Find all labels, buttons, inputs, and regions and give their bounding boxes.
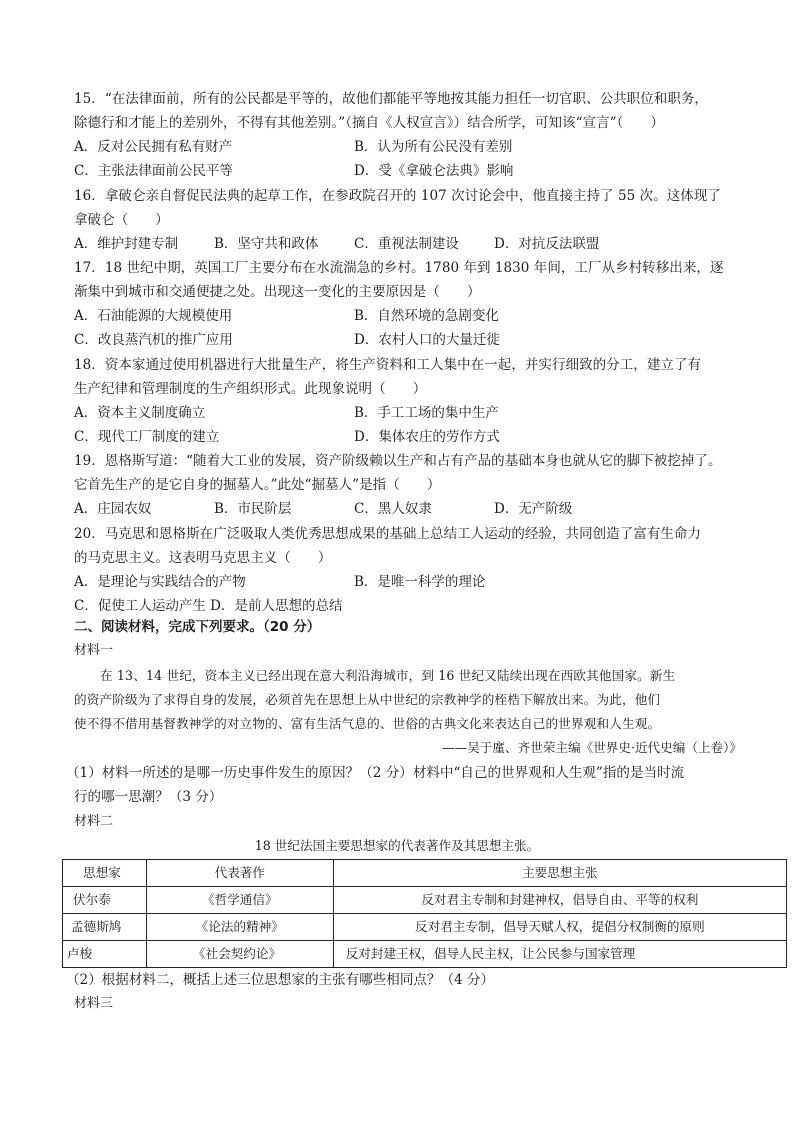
material-1-line-2: 的资产阶级为了求得自身的发展，必须首先在思想上从中世纪的宗教神学的桎梏下解放出来。为此，他们 [74, 692, 661, 707]
question-20-line-1: 20．马克思和恩格斯在广泛吸取人类优秀思想成果的基础上总结工人运动的经验，共同创造了富有生命力 [74, 526, 702, 542]
material-3-label: 材料三 [74, 996, 114, 1011]
table-row [63, 914, 787, 941]
question-18-line-2: 生产纪律和管理制度的生产组织形式。此现象说明（ ） [74, 381, 427, 397]
material-2-label: 材料二 [74, 814, 114, 829]
header-ideas: 主要思想主张 [333, 860, 786, 887]
question-15-option-a: A．反对公民拥有私有财产 [74, 139, 233, 155]
material-1-label: 材料一 [74, 643, 114, 658]
question-19-option-a: A．庄园农奴 [74, 501, 152, 517]
material-1-line-1: 在 13、14 世纪，资本主义已经出现在意大利沿海城市，到 16 世纪又陆续出现在西欧其他国家。新生 [100, 668, 676, 683]
table-caption: 18 世纪法国主要思想家的代表著作及其思想主张。 [254, 838, 540, 853]
material-1-question-line-2: 行的哪一思潮？（3 分） [74, 789, 223, 805]
question-20-line-2: 的马克思主义。这表明马克思主义（ ） [74, 550, 332, 566]
question-18-option-b: B．手工工场的集中生产 [354, 405, 499, 421]
material-1-source: ——吴于廑、齐世荣主编《世界史·近代史编（上卷）》 [442, 740, 742, 755]
question-18-option-c: C．现代工厂制度的建立 [74, 429, 220, 445]
question-20-option-b: B．是唯一科学的理论 [354, 574, 486, 590]
question-19-line-2: 它首先生产的是它自身的掘墓人。”此处“掘墓人”是指（ ） [74, 477, 441, 493]
header-works: 代表著作 [146, 860, 333, 887]
cell-thinker: 孟德斯鸠 [63, 914, 147, 941]
question-18-line-1: 18．资本家通过使用机器进行大批量生产，将生产资料和工人集中在一起，并实行细致的分工，建立了有 [74, 357, 702, 373]
cell-work: 《论法的精神》 [146, 914, 333, 941]
cell-idea: 反对君主专制和封建神权，倡导自由、平等的权利 [333, 887, 786, 914]
question-19-option-d: D．无产阶级 [494, 501, 573, 517]
question-17-option-d: D．农村人口的大量迁徙 [354, 332, 500, 348]
cell-work: 《社会契约论》 [146, 941, 333, 968]
question-17-line-1: 17．18 世纪中期，英国工厂主要分布在水流湍急的乡村。1780 年到 1830 年间，工厂从乡村转移出来，逐 [74, 260, 724, 276]
question-16-option-a: A．维护封建专制 [74, 236, 179, 252]
section-two-title: 二、阅读材料，完成下列要求。（20 分） [74, 619, 321, 635]
question-15-option-c: C．主张法律面前公民平等 [74, 163, 233, 179]
question-16-option-c: C．重视法制建设 [354, 236, 459, 252]
table-row [63, 941, 787, 968]
material-2-question: （2）根据材料二，概括上述三位思想家的主张有哪些相同点？（4 分） [66, 972, 495, 988]
question-15-line-1: 15．“在法律面前，所有的公民都是平等的，故他们都能平等地按其能力担任一切官职、公共职位和职务， [74, 91, 708, 107]
question-17-option-b: B．自然环境的急剧变化 [354, 308, 499, 324]
question-15-option-b: B．认为所有公民没有差别 [354, 139, 513, 155]
question-19-line-1: 19．恩格斯写道：“随着大工业的发展，资产阶级赖以生产和占有产品的基础本身也就从它的脚下被挖掉了。 [74, 453, 722, 469]
header-thinker: 思想家 [63, 860, 147, 887]
question-15-line-2: 除德行和才能上的差别外，不得有其他差别。”（摘自《人权宣言》）结合所学，可知该“宣言”（ ） [74, 115, 665, 131]
cell-thinker: 伏尔泰 [63, 887, 147, 914]
table-header-row [63, 860, 787, 887]
question-16-option-d: D．对抗反法联盟 [494, 236, 600, 252]
question-15-option-d: D．受《拿破仑法典》影响 [354, 163, 514, 179]
cell-idea: 反对君主专制，倡导天赋人权，提倡分权制衡的原则 [333, 914, 786, 941]
material-1-line-3: 使不得不借用基督教神学的对立物的、富有生活气息的、世俗的古典文化来表达自己的世界观和人生观。 [74, 716, 661, 731]
thinkers-table [62, 859, 787, 968]
question-16-line-2: 拿破仑（ ） [74, 212, 169, 228]
question-17-line-2: 渐集中到城市和交通便捷之处。出现这一变化的主要原因是（ ） [74, 284, 481, 300]
cell-thinker: 卢梭 [63, 941, 147, 968]
cell-idea: 反对封建王权，倡导人民主权，让公民参与国家管理 [333, 941, 786, 968]
question-17-option-a: A．石油能源的大规模使用 [74, 308, 233, 324]
material-1-question-line-1: （1）材料一所述的是哪一历史事件发生的原因？（2 分）材料中“自己的世界观和人生观”指的是当时流 [66, 765, 685, 781]
table-row [63, 887, 787, 914]
question-19-option-c: C．黑人奴隶 [354, 501, 432, 517]
question-17-option-c: C．改良蒸汽机的推广应用 [74, 332, 233, 348]
question-18-option-d: D．集体农庄的劳作方式 [354, 429, 500, 445]
question-18-option-a: A．资本主义制度确立 [74, 405, 206, 421]
question-19-option-b: B．市民阶层 [214, 501, 292, 517]
question-16-line-1: 16．拿破仑亲自督促民法典的起草工作，在参政院召开的 107 次讨论会中，他直接主持了 55 次。这体现了 [74, 188, 721, 204]
question-16-option-b: B．坚守共和政体 [214, 236, 319, 252]
question-20-option-cd: C．促使工人运动产生 D．是前人思想的总结 [74, 598, 343, 614]
cell-work: 《哲学通信》 [146, 887, 333, 914]
question-20-option-a: A．是理论与实践结合的产物 [74, 574, 246, 590]
